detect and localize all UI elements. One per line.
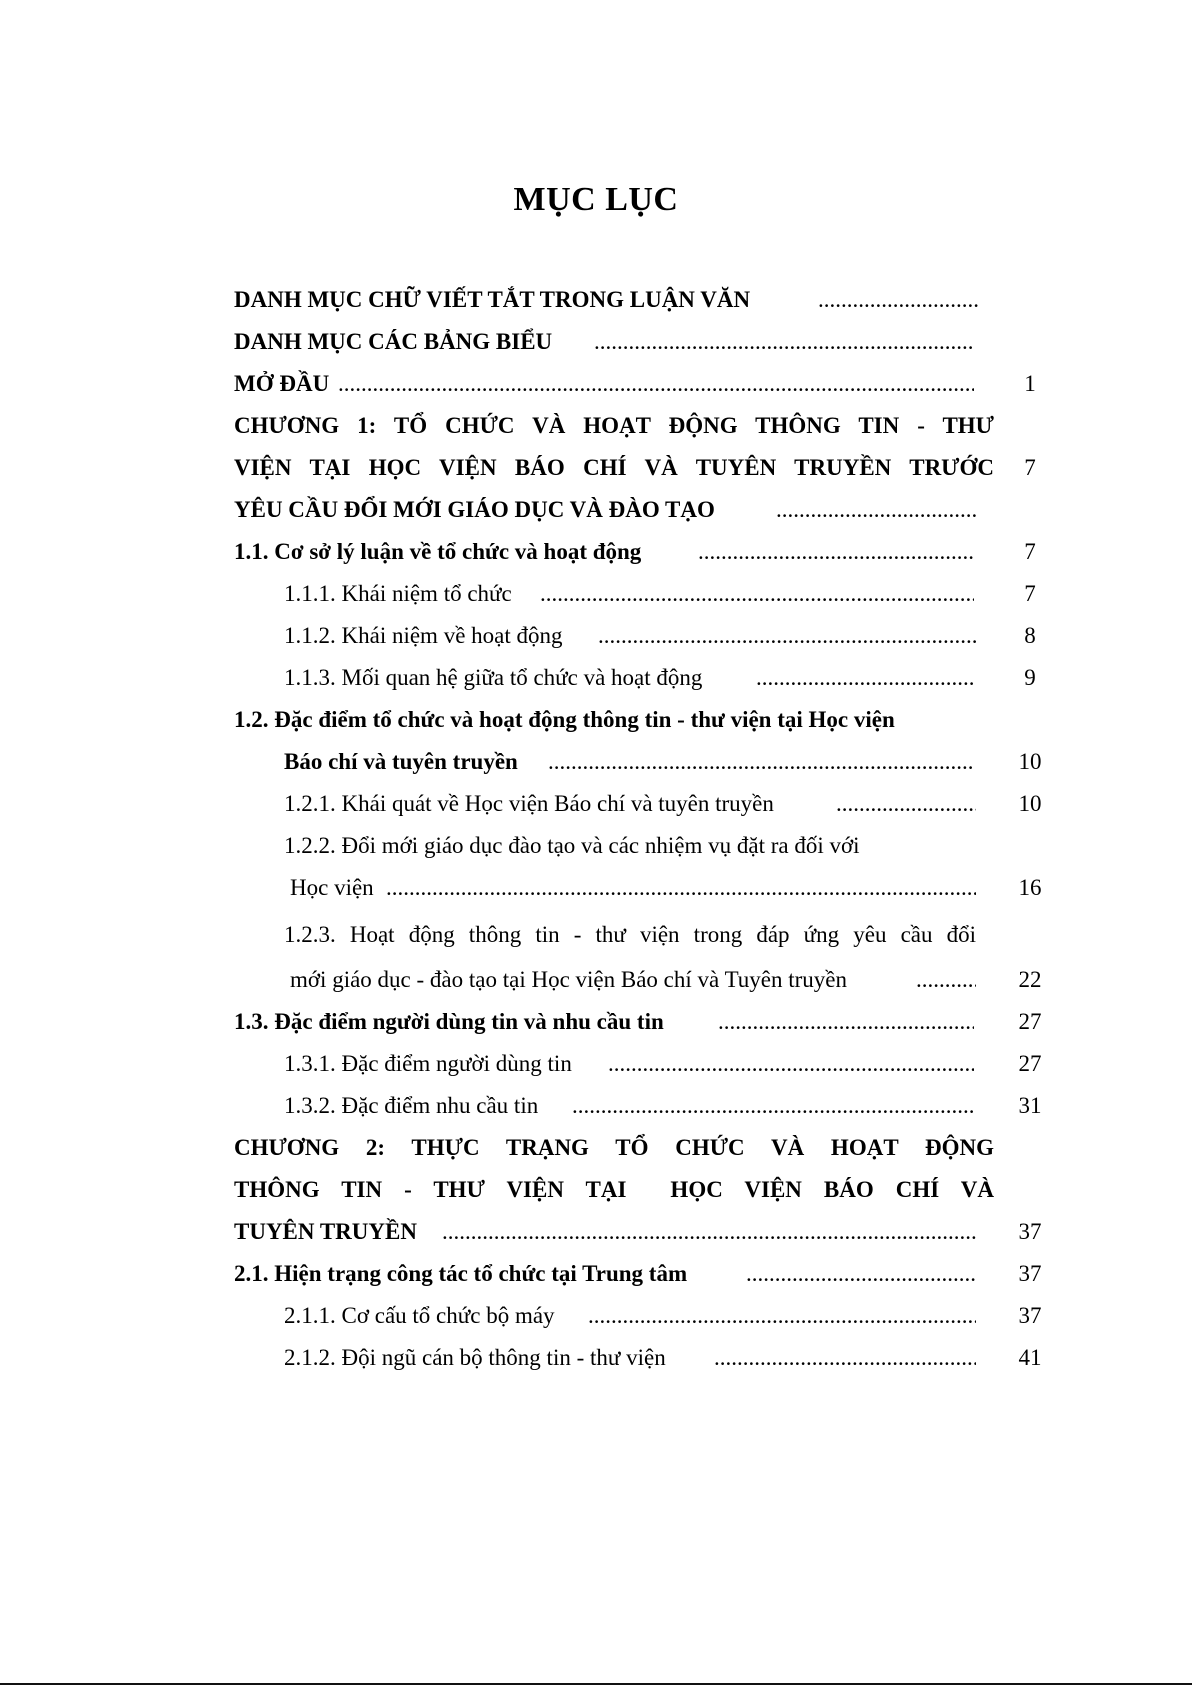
toc-entry[interactable] xyxy=(0,1085,1192,1127)
toc-entry-title: CHƯƠNG 2: THỰC TRẠNG TỔ CHỨC VÀ HOẠT ĐỘNG xyxy=(234,1135,994,1160)
toc-entry-line[interactable] xyxy=(0,447,1192,489)
page-number: 37 xyxy=(1018,1219,1042,1244)
dot-leader xyxy=(386,867,976,909)
dot-leader xyxy=(572,1085,976,1127)
toc-entry-line[interactable] xyxy=(0,1169,1192,1211)
toc-entry-title: 1.1.3. Mối quan hệ giữa tổ chức và hoạt động xyxy=(284,665,703,690)
page-number: 37 xyxy=(1018,1303,1042,1328)
toc-entry-title: 2.1.2. Đội ngũ cán bộ thông tin - thư viện xyxy=(284,1345,666,1370)
toc-entry-title: CHƯƠNG 1: TỔ CHỨC VÀ HOẠT ĐỘNG THÔNG TIN - THƯ xyxy=(234,413,994,438)
toc-entry-title: DANH MỤC CÁC BẢNG BIỂU xyxy=(234,329,553,354)
page-number: 37 xyxy=(1018,1261,1042,1286)
toc-entry-line[interactable] xyxy=(0,825,1192,867)
toc-entry-title: 1.2.1. Khái quát về Học viện Báo chí và tuyên truyền xyxy=(284,791,774,816)
dot-leader xyxy=(818,279,978,321)
dot-leader xyxy=(598,615,976,657)
page-number: 10 xyxy=(1018,749,1042,774)
page-number: 16 xyxy=(1018,875,1042,900)
toc-entry-line[interactable] xyxy=(0,489,1192,531)
toc-entry[interactable] xyxy=(0,1043,1192,1085)
toc-entry-title: MỞ ĐẦU xyxy=(234,371,330,396)
toc-entry-title: YÊU CẦU ĐỔI MỚI GIÁO DỤC VÀ ĐÀO TẠO xyxy=(234,497,715,522)
dot-leader xyxy=(698,531,974,573)
dot-leader xyxy=(540,573,974,615)
dot-leader xyxy=(718,1001,974,1043)
toc-entry-title: 1.3.2. Đặc điểm nhu cầu tin xyxy=(284,1093,539,1118)
page-number: 9 xyxy=(1024,665,1036,690)
toc-entry-title: Báo chí và tuyên truyền xyxy=(284,749,518,774)
page-number: 8 xyxy=(1024,623,1036,648)
toc-entry-line[interactable] xyxy=(0,1127,1192,1169)
toc-entry[interactable] xyxy=(0,531,1192,573)
toc-entry-line[interactable] xyxy=(0,914,1192,956)
toc-entry-title: VIỆN TẠI HỌC VIỆN BÁO CHÍ VÀ TUYÊN TRUYỀN TRƯỚC xyxy=(234,455,994,480)
dot-leader xyxy=(608,1043,974,1085)
toc-entry-title: TUYÊN TRUYỀN xyxy=(234,1219,417,1244)
toc-entry[interactable] xyxy=(0,279,1192,321)
toc-entry-title: THÔNG TIN - THƯ VIỆN TẠI HỌC VIỆN BÁO CHÍ VÀ xyxy=(234,1177,994,1202)
page-number: 10 xyxy=(1018,791,1042,816)
toc-entry[interactable] xyxy=(0,321,1192,363)
dot-leader xyxy=(756,657,974,699)
toc-entry[interactable] xyxy=(0,573,1192,615)
toc-entry-title: Học viện xyxy=(290,875,374,900)
toc-entry[interactable] xyxy=(0,1337,1192,1379)
page-number: 7 xyxy=(1024,581,1036,606)
toc-entry-line[interactable] xyxy=(0,867,1192,909)
toc-entry-line[interactable] xyxy=(0,959,1192,1001)
dot-leader xyxy=(836,783,976,825)
page-number: 41 xyxy=(1018,1345,1042,1370)
dot-leader xyxy=(746,1253,976,1295)
page-number: 27 xyxy=(1018,1009,1042,1034)
dot-leader xyxy=(548,741,974,783)
page-number: 22 xyxy=(1018,967,1042,992)
toc-entry[interactable] xyxy=(0,1001,1192,1043)
toc-entry-title: 1.3.1. Đặc điểm người dùng tin xyxy=(284,1051,572,1076)
toc-entry-line[interactable] xyxy=(0,405,1192,447)
dot-leader xyxy=(338,363,974,405)
toc-entry-line[interactable] xyxy=(0,741,1192,783)
dot-leader xyxy=(776,489,976,531)
page-number: 31 xyxy=(1018,1093,1042,1118)
page-number: 7 xyxy=(1024,539,1036,564)
page-number: 1 xyxy=(1024,371,1036,396)
page-number: 7 xyxy=(1024,455,1036,480)
toc-entry[interactable] xyxy=(0,363,1192,405)
toc-entry-title: 2.1.1. Cơ cấu tổ chức bộ máy xyxy=(284,1303,555,1328)
page-title: MỤC LỤC xyxy=(513,181,679,218)
page-number: 27 xyxy=(1018,1051,1042,1076)
toc-entry[interactable] xyxy=(0,783,1192,825)
dot-leader xyxy=(714,1337,976,1379)
toc-entry-title: 1.2.3. Hoạt động thông tin - thư viện trong đáp ứng yêu cầu đổi xyxy=(284,922,976,947)
toc-entry-title: 1.2. Đặc điểm tổ chức và hoạt động thông tin - thư viện tại Học viện xyxy=(234,707,895,732)
toc-entry[interactable] xyxy=(0,1253,1192,1295)
toc-entry-title: mới giáo dục - đào tạo tại Học viện Báo chí và Tuyên truyền xyxy=(290,967,848,992)
toc-entry-line[interactable] xyxy=(0,1211,1192,1253)
toc-entry-title: 2.1. Hiện trạng công tác tổ chức tại Trung tâm xyxy=(234,1261,688,1286)
toc-entry-title: 1.1.2. Khái niệm về hoạt động xyxy=(284,623,563,648)
toc-entry[interactable] xyxy=(0,657,1192,699)
toc-entry[interactable] xyxy=(0,615,1192,657)
toc-entry-title: 1.3. Đặc điểm người dùng tin và nhu cầu tin xyxy=(234,1009,664,1034)
toc-entry[interactable] xyxy=(0,1295,1192,1337)
dot-leader xyxy=(594,321,974,363)
dot-leader xyxy=(442,1211,976,1253)
toc-entry-title: DANH MỤC CHỮ VIẾT TẮT TRONG LUẬN VĂN xyxy=(234,287,751,312)
toc-entry-title: 1.2.2. Đổi mới giáo dục đào tạo và các nhiệm vụ đặt ra đối với xyxy=(284,833,860,858)
dot-leader xyxy=(588,1295,976,1337)
toc-entry-line[interactable] xyxy=(0,699,1192,741)
dot-leader xyxy=(916,959,976,1001)
toc-entry-title: 1.1. Cơ sở lý luận về tổ chức và hoạt động xyxy=(234,539,642,564)
toc-entry-title: 1.1.1. Khái niệm tổ chức xyxy=(284,581,512,606)
